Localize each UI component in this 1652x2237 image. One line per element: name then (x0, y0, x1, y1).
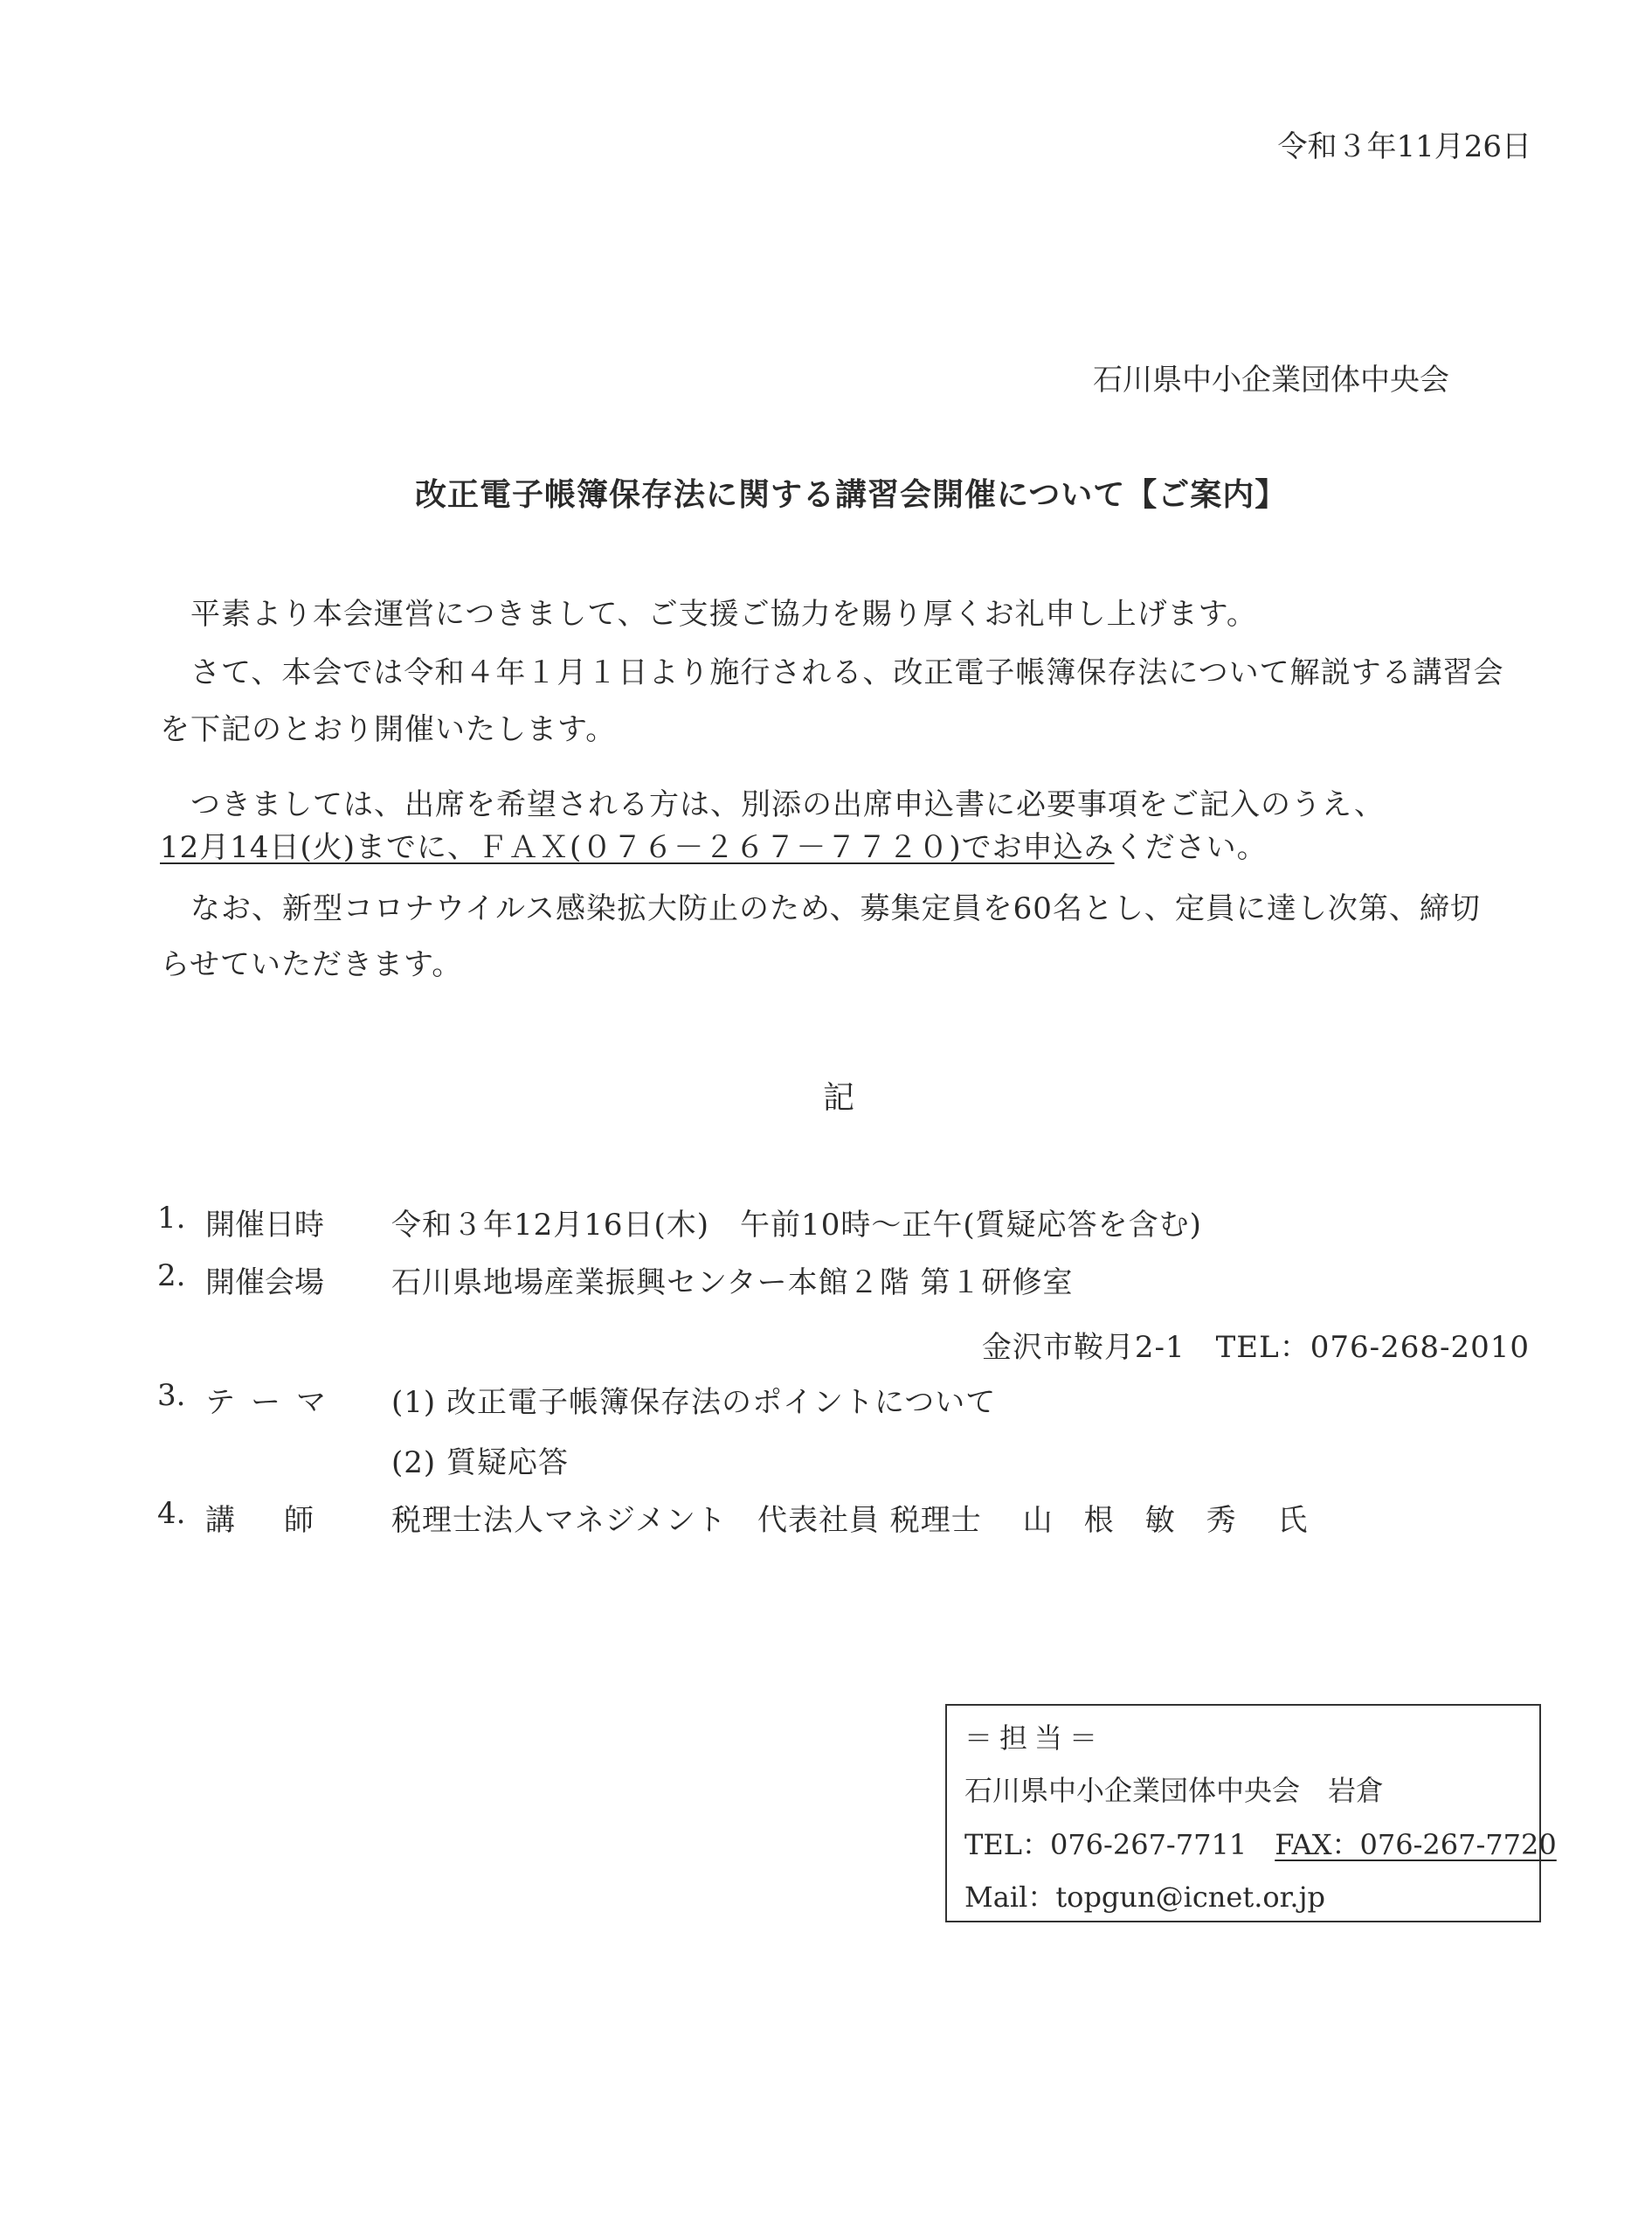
item-value-venue: 石川県地場産業振興センター本館２階 第１研修室 (391, 1265, 1074, 1300)
paragraph-application-line-1: つきましては、出席を希望される方は、別添の出席申込書に必要事項をご記入のうえ、 (190, 787, 1386, 822)
item-value-date: 令和３年12月16日(木) 午前10時～正午(質疑応答を含む) (391, 1208, 1202, 1243)
application-deadline-rest: ください。 (1114, 830, 1268, 865)
item-label-lecturer: 講師 (205, 1503, 363, 1538)
contact-heading: ＝担当＝ (964, 1721, 1105, 1755)
contact-tel: TEL：076-267-7711 (964, 1828, 1248, 1861)
item-number: 4. (157, 1496, 186, 1531)
document-date: 令和３年11月26日 (1277, 129, 1531, 164)
ki-heading: 記 (823, 1080, 855, 1116)
document-title: 改正電子帳簿保存法に関する講習会開催について【ご案内】 (415, 476, 1288, 513)
contact-phone-fax (964, 1823, 1557, 1863)
sender-organization: 石川県中小企業団体中央会 (1093, 363, 1449, 398)
paragraph-announcement-line-2: を下記のとおり開催いたします。 (160, 712, 617, 747)
paragraph-capacity-line-2: らせていただきます。 (160, 947, 463, 982)
item-label-date: 開催日時 (205, 1208, 324, 1243)
item-number: 1. (157, 1201, 186, 1236)
item-value-theme-2: (2) 質疑応答 (391, 1445, 569, 1480)
paragraph-capacity-line-1: なお、新型コロナウイルス感染拡大防止のため、募集定員を60名とし、定員に達し次第、締切 (190, 891, 1481, 926)
contact-mail: Mail：topgun@icnet.or.jp (964, 1880, 1325, 1914)
item-value-lecturer: 税理士法人マネジメント 代表社員 税理士 山 根 敏 秀 氏 (391, 1503, 1309, 1538)
paragraph-application-line-2 (160, 823, 1268, 866)
item-value-theme-1: (1) 改正電子帳簿保存法のポイントについて (391, 1385, 997, 1420)
paragraph-announcement-line-1: さて、本会では令和４年１月１日より施行される、改正電子帳簿保存法について解説する講習会 (190, 655, 1504, 690)
contact-fax: FAX：076-267-7720 (1275, 1828, 1557, 1861)
item-value-venue-address: 金沢市鞍月2-1 TEL：076-268-2010 (981, 1330, 1530, 1365)
contact-box (945, 1704, 1557, 1922)
contact-organization: 石川県中小企業団体中央会 岩倉 (964, 1774, 1385, 1807)
item-label-venue: 開催会場 (205, 1265, 324, 1300)
application-deadline: 12月14日(火)までに、ＦＡＸ(０７６－２６７－７７２０)でお申込み (160, 830, 1115, 865)
paragraph-greeting: 平素より本会運営につきまして、ご支援ご協力を賜り厚くお礼申し上げます。 (190, 597, 1257, 632)
item-label-theme: テーマ (205, 1385, 342, 1420)
item-number: 2. (157, 1258, 186, 1293)
item-number: 3. (157, 1378, 186, 1413)
